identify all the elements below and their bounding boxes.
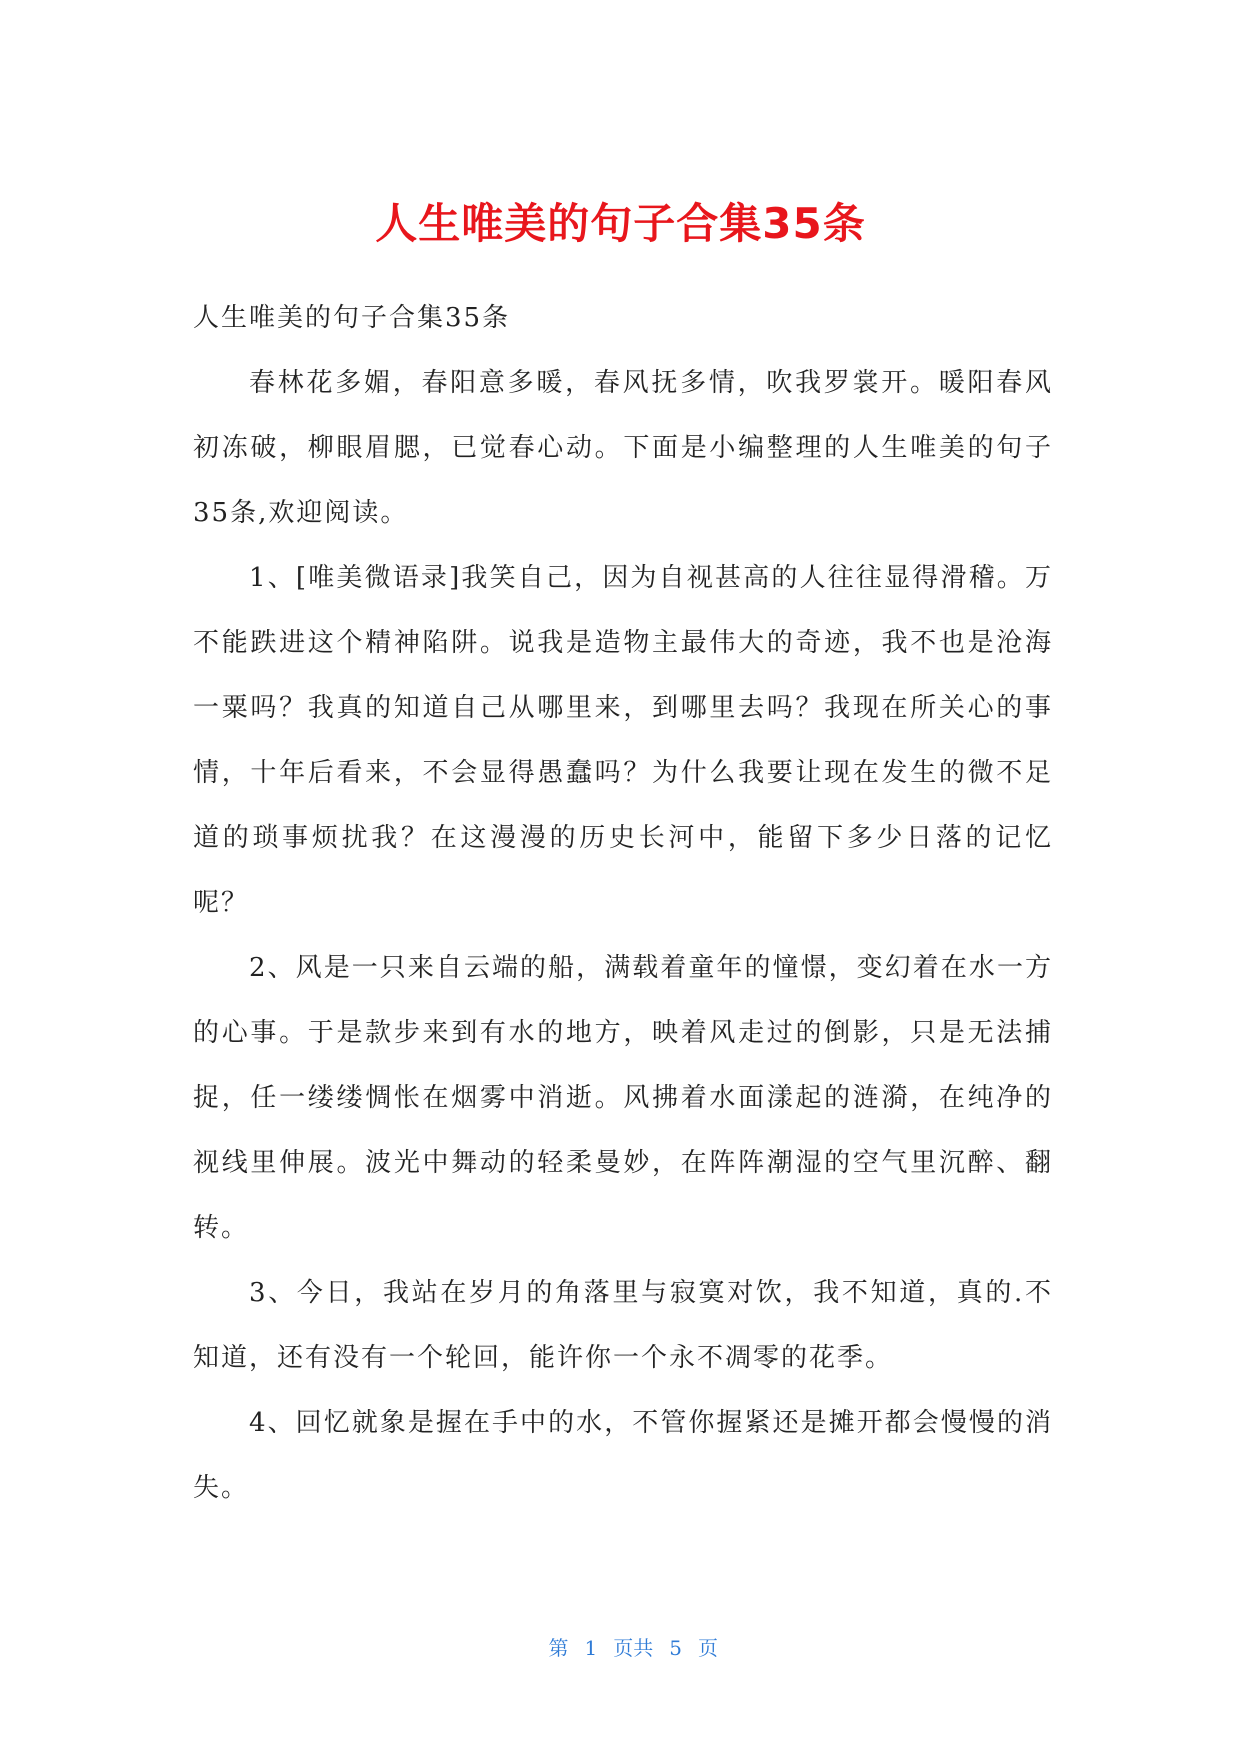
page-label-suffix: 页 [697,1636,718,1660]
quote-paragraph-2: 2、风是一只来自云端的船，满载着童年的憧憬，变幻着在水一方的心事。于是款步来到有水的地方，映着风走过的倒影，只是无法捕捉，任一缕缕惆怅在烟雾中消逝。风拂着水面漾起的涟漪，在纯净的视线里伸展。波光中舞动的轻柔曼妙，在阵阵潮湿的空气里沉醉、翻转。 [193,953,1053,1243]
quote-paragraph-4: 4、回忆就象是握在手中的水，不管你握紧还是摊开都会慢慢的消失。 [193,1408,1053,1503]
quote-paragraph-1: 1、[唯美微语录]我笑自己，因为自视甚高的人往往显得滑稽。万不能跌进这个精神陷阱。说我是造物主最伟大的奇迹，我不也是沧海一粟吗？我真的知道自己从哪里来，到哪里去吗？我现在所关心的事情，十年后看来，不会显得愚蠢吗？为什么我要让现在发生的微不足道的琐事烦扰我？在这漫漫的历史长河中，能留下多少日落的记忆呢？ [193,563,1053,918]
page-label-prefix: 第 [548,1636,569,1660]
document-title: 人生唯美的句子合集35条 [375,199,866,248]
total-pages-number: 5 [669,1636,682,1660]
current-page-number: 1 [584,1636,598,1660]
document-body [193,286,1053,1521]
page-footer [0,1606,1241,1690]
quote-paragraph-3: 3、今日，我站在岁月的角落里与寂寞对饮，我不知道，真的.不知道，还有没有一个轮回，能许你一个永不凋零的花季。 [193,1278,1053,1373]
page-label-middle: 页共 [613,1636,654,1660]
intro-paragraph: 春林花多媚，春阳意多暖，春风抚多情，吹我罗裳开。暖阳春风初冻破，柳眼眉腮，已觉春心动。下面是小编整理的人生唯美的句子35条,欢迎阅读。 [193,368,1053,528]
document-subtitle: 人生唯美的句子合集35条 [193,303,511,333]
